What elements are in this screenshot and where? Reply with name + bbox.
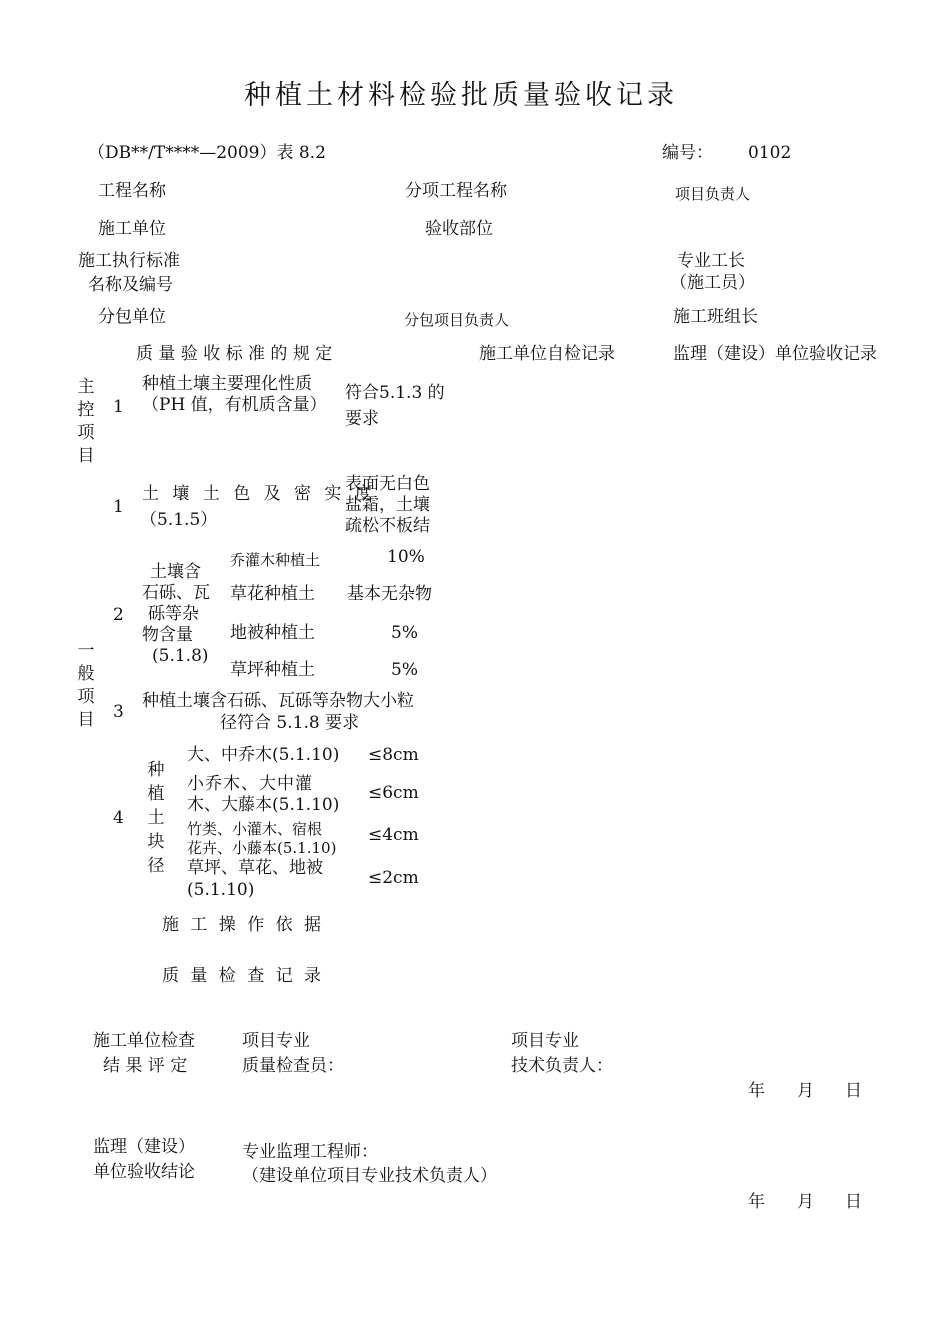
supervisor-conclusion-label-line2: 单位验收结论 (93, 1162, 195, 1182)
subcontract-leader-label: 分包项目负责人 (404, 311, 510, 329)
general-item-4-number: 4 (113, 808, 124, 828)
general-item-1-requirement-line1: 表面无白色 (345, 474, 430, 494)
supervisor-conclusion-label-line1: 监理（建设） (93, 1137, 195, 1157)
date-month-2: 月 (797, 1192, 814, 1212)
general-item-4-sub-1-name: 大、中乔木(5.1.10) (187, 745, 340, 765)
general-item-4-sub-2-name-line2: 木、大藤本(5.1.10) (187, 795, 340, 815)
date-year-1: 年 (748, 1081, 765, 1101)
general-item-2-sub-2-name: 草花种植土 (230, 584, 315, 604)
exec-standard-label-line2: 名称及编号 (88, 275, 173, 295)
acceptance-part-label: 验收部位 (425, 219, 493, 239)
main-item-1-description: 种植土壤主要理化性质（PH 值，有机质含量） (142, 374, 327, 415)
general-item-4-sub-4-value: ≤2cm (368, 868, 419, 888)
foreman-label-line1: 专业工长 (677, 251, 745, 271)
general-item-2-sub-4-name: 草坪种植土 (230, 660, 315, 680)
main-item-1-requirement-line1: 符合5.1.3 的 (345, 383, 445, 403)
general-item-2-description-line1: 土壤含 (150, 562, 201, 582)
general-item-4-sub-3-value: ≤4cm (368, 825, 419, 845)
spec-column-header: 质 量 验 收 标 准 的 规 定 (136, 344, 333, 364)
exec-standard-label-line1: 施工执行标准 (78, 251, 180, 271)
main-item-1-number: 1 (113, 397, 124, 417)
general-item-1-description-line1: 土 壤 土 色 及 密 实 度 (142, 484, 376, 504)
general-items-group-label: 一般项目 (77, 641, 95, 730)
date-year-2: 年 (748, 1192, 765, 1212)
general-item-2-description-line3: 砾等杂 (148, 604, 199, 624)
general-item-4-sub-4-name-line2: (5.1.10) (187, 880, 255, 900)
general-item-1-requirement-line3: 疏松不板结 (345, 516, 430, 536)
general-item-4-sub-3-name-line1: 竹类、小灌木、宿根 (187, 820, 323, 838)
supervisor-column-header: 监理（建设）单位验收记录 (673, 344, 877, 364)
date-month-1: 月 (797, 1081, 814, 1101)
quality-inspector-label-line2: 质量检查员： (242, 1056, 344, 1076)
subcontract-unit-label: 分包单位 (98, 307, 166, 327)
general-item-4-sub-1-value: ≤8cm (368, 745, 419, 765)
date-day-2: 日 (845, 1192, 862, 1212)
operation-basis-label: 施 工 操 作 依 据 (162, 915, 325, 935)
general-item-3-description-line2: 径符合 5.1.8 要求 (220, 713, 360, 733)
tech-leader-label-line2: 技术负责人： (511, 1056, 613, 1076)
general-item-2-sub-2-value: 基本无杂物 (347, 584, 432, 604)
general-item-3-number: 3 (113, 702, 124, 722)
sub-project-name-label: 分项工程名称 (405, 181, 507, 201)
general-item-4-sub-4-name-line1: 草坪、草花、地被 (187, 858, 323, 878)
general-item-2-description-line4: 物含量 (142, 625, 193, 645)
supervising-engineer-label: 专业监理工程师： (242, 1142, 378, 1162)
self-check-column-header: 施工单位自检记录 (479, 344, 615, 364)
page-title: 种植土材料检验批质量验收记录 (244, 80, 678, 111)
general-item-4-sub-2-name-line1: 小乔木、大中灌 (187, 774, 313, 794)
general-item-2-sub-3-value: 5% (391, 623, 418, 643)
general-item-2-sub-3-name: 地被种植土 (230, 623, 315, 643)
number-value: 0102 (748, 143, 792, 163)
general-item-2-description-line2: 石砾、瓦 (142, 583, 210, 603)
project-name-label: 工程名称 (98, 181, 166, 201)
general-item-4-label: 种植土块径 (147, 760, 165, 876)
quality-inspector-label-line1: 项目专业 (242, 1031, 310, 1051)
general-item-4-sub-2-value: ≤6cm (368, 783, 419, 803)
standard-reference: （DB**/T****—2009）表 8.2 (88, 143, 326, 163)
general-item-2-description-line5: (5.1.8) (152, 646, 209, 666)
main-item-1-requirement-line2: 要求 (345, 409, 379, 429)
project-leader-label: 项目负责人 (675, 185, 751, 203)
foreman-label-line2: （施工员） (670, 273, 755, 293)
general-item-2-sub-1-name: 乔灌木种植土 (230, 551, 321, 569)
owner-tech-leader-label: （建设单位项目专业技术负责人） (242, 1166, 497, 1186)
number-label: 编号： (662, 143, 713, 163)
general-item-3-description-line1: 种植土壤含石砾、瓦砾等杂物大小粒 (142, 691, 414, 711)
main-items-group-label: 主控项目 (77, 377, 95, 466)
general-item-2-sub-1-value: 10% (387, 547, 425, 567)
inspection-record-label: 质 量 检 查 记 录 (162, 966, 325, 986)
general-item-2-number: 2 (113, 605, 124, 625)
evaluation-label-line1: 施工单位检查 (93, 1031, 195, 1051)
team-leader-label: 施工班组长 (673, 307, 758, 327)
general-item-2-sub-4-value: 5% (391, 660, 418, 680)
date-day-1: 日 (845, 1081, 862, 1101)
evaluation-label-line2: 结 果 评 定 (103, 1056, 188, 1076)
general-item-4-sub-3-name-line2: 花卉、小藤本(5.1.10) (187, 839, 337, 857)
general-item-1-description-line2: （5.1.5） (140, 510, 218, 530)
construction-unit-label: 施工单位 (98, 219, 166, 239)
general-item-1-number: 1 (113, 497, 124, 517)
tech-leader-label-line1: 项目专业 (511, 1031, 579, 1051)
general-item-1-requirement-line2: 盐霜，土壤 (345, 495, 430, 515)
